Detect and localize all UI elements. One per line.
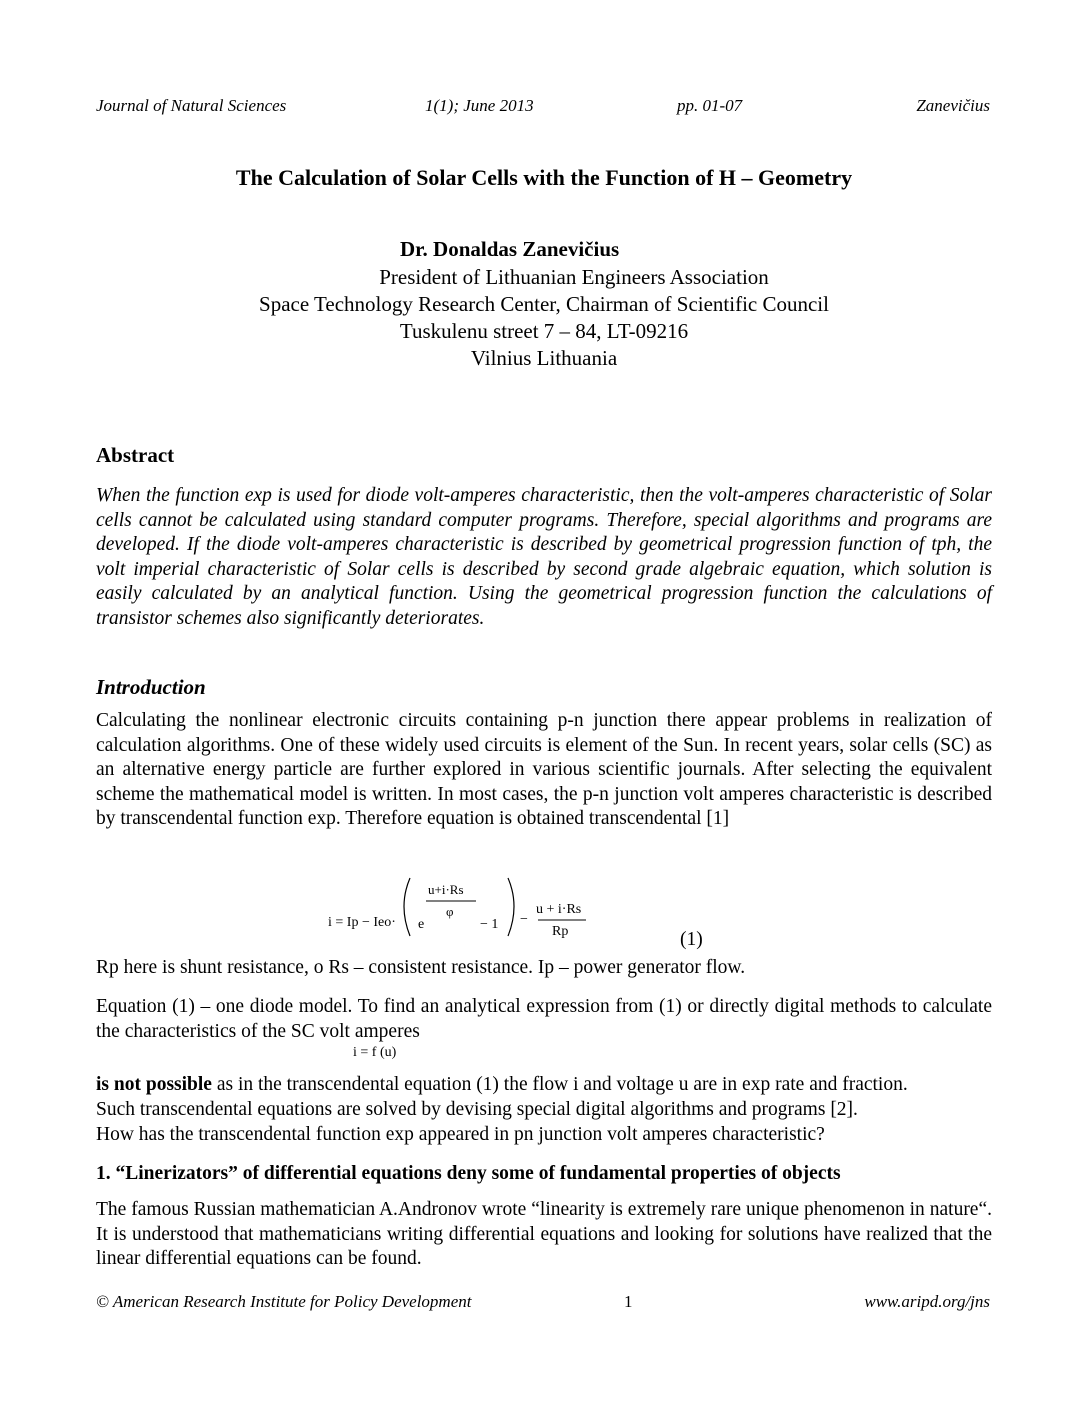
emphasis-not-possible: is not possible: [96, 1074, 212, 1095]
paragraph-4-continuation: as in the transcendental equation (1) the flow i and voltage u are in exp rate and fraction.: [211, 1074, 908, 1095]
equation-1-lhs: i = Ip − Ieo·: [328, 915, 396, 930]
footer-publisher: © American Research Institute for Policy Development: [96, 1292, 472, 1311]
footer-url: www.aripd.org/jns: [864, 1292, 990, 1311]
header-author: Zanevičius: [916, 96, 990, 115]
section-1-text: The famous Russian mathematician A.Andronov wrote “linearity is extremely rare unique phenomenon in nature“. It is understood that mathematicians writing differential equations and looking for solutions have realized that the linear differential equations can be found.: [96, 1199, 992, 1269]
introduction-paragraph-3: Equation (1) – one diode model. To find an analytical expression from (1) or directly digital methods to calculate the characteristics of the SC volt amperes: [96, 996, 992, 1042]
introduction-paragraph-4-line-3: How has the transcendental function exp appeared in pn junction volt amperes characteristic?: [96, 1124, 825, 1145]
paper-title: The Calculation of Solar Cells with the Function of H – Geometry: [235, 165, 853, 190]
equation-1-e: e: [418, 917, 425, 932]
header-issue: 1(1); June 2013: [425, 96, 534, 115]
equation-2: i = f (u): [353, 1045, 397, 1060]
author-name: Dr. Donaldas Zanevičius: [400, 237, 620, 261]
equation-1-exp-denominator: φ: [446, 904, 454, 919]
equation-1: [320, 872, 740, 952]
footer-page-number: 1: [624, 1292, 633, 1311]
abstract-text: When the function exp is used for diode volt-amperes characteristic, then the volt-amperes characteristic of Solar cells cannot be calculated using standard computer programs. Therefore, special algorithms and programs are developed. If the diode volt-amperes characteristic is described by geometrical progression function of tph, the volt imperial characteristic of Solar cells is described by second grade algebraic equation, which solution is easily calculated by an analytical function. Using the geometrical progression function the calculations of transistor schemes also significantly deteriorates.: [96, 485, 992, 629]
introduction-paragraph-2: Rp here is shunt resistance, o Rs – consistent resistance. Ip – power generator flow.: [96, 957, 746, 978]
affiliation-line-2: Space Technology Research Center, Chairman of Scientific Council: [259, 292, 829, 316]
section-1-heading: 1. “Linerizators” of differential equations deny some of fundamental properties of objects: [96, 1163, 841, 1184]
introduction-heading: Introduction: [96, 675, 206, 699]
equation-1-exp-numerator: u+i·Rs: [428, 882, 464, 897]
equation-1-numerator: u + i·Rs: [536, 902, 582, 917]
introduction-paragraph-1: Calculating the nonlinear electronic circuits containing p-n junction there appear problems in realization of calculation algorithms. One of these widely used circuits is element of the Sun. In recent years, solar cells (SC) as an alternative energy particle are further explored in various scientific journals. After selecting the equivalent scheme the mathematical model is written. In most cases, the p-n junction volt amperes characteristic is described by transcendental function exp. Therefore equation is obtained transcendental [1]: [96, 710, 992, 829]
equation-1-minus: −: [520, 912, 528, 927]
equation-1-denominator: Rp: [552, 924, 569, 939]
introduction-paragraph-4-line-1: [96, 1074, 992, 1096]
header-pages: pp. 01-07: [677, 96, 743, 115]
abstract-heading: Abstract: [96, 443, 175, 467]
equation-1-number: (1): [680, 929, 703, 950]
affiliation-line-3: Tuskulenu street 7 – 84, LT-09216: [399, 319, 689, 343]
introduction-paragraph-4-line-2: Such transcendental equations are solved by devising special digital algorithms and programs [2].: [96, 1099, 858, 1120]
header-journal: Journal of Natural Sciences: [96, 96, 287, 115]
equation-1-brackets: [320, 872, 740, 952]
affiliation-line-4: Vilnius Lithuania: [470, 346, 618, 370]
affiliation-line-1: President of Lithuanian Engineers Association: [379, 265, 769, 289]
equation-1-minus-one: − 1: [480, 917, 499, 932]
